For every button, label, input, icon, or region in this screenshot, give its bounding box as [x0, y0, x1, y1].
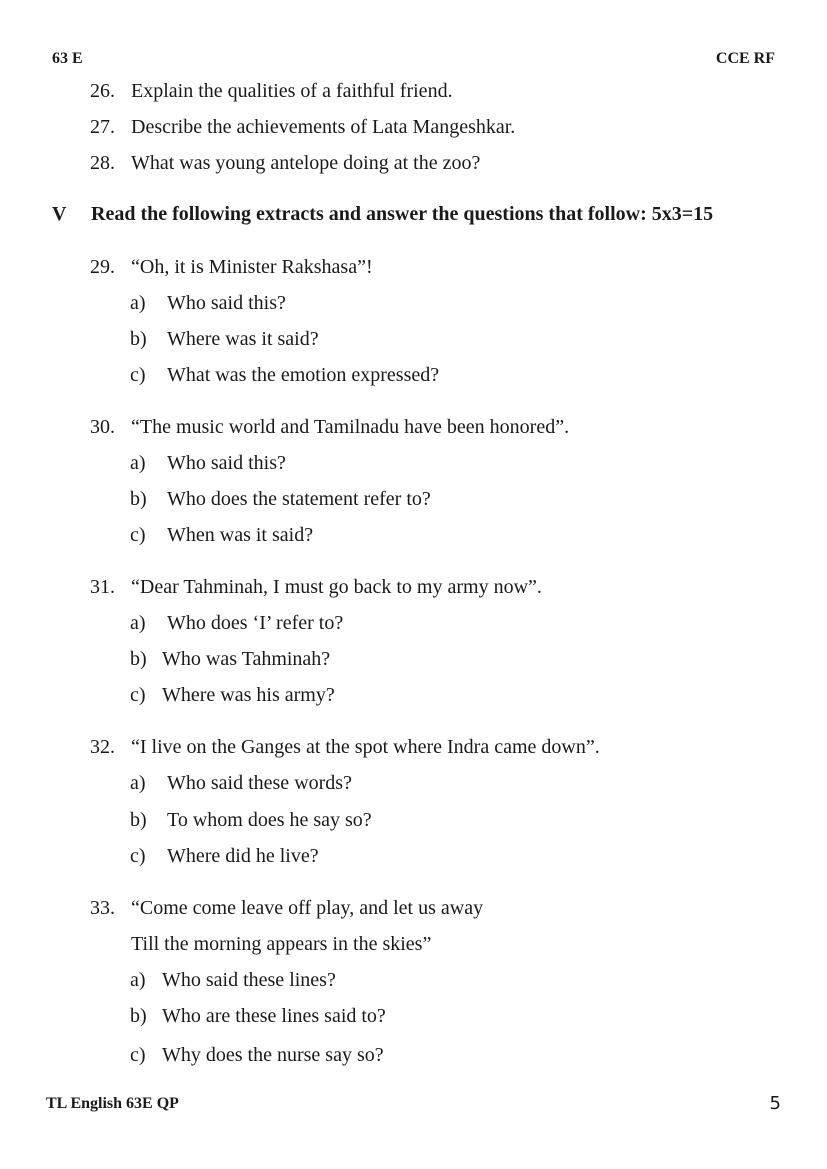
- question-number: 27.: [90, 116, 115, 138]
- sub-text: Who was Tahminah?: [162, 648, 331, 670]
- question-extract: “I live on the Ganges at the spot where Indra came down”.: [131, 736, 600, 758]
- section-instructions: Read the following extracts and answer the questions that follow: 5x3=15: [91, 203, 714, 225]
- question-text: Describe the achievements of Lata Mangeshkar.: [131, 116, 516, 138]
- sub-letter: b): [130, 809, 147, 831]
- sub-letter: a): [130, 452, 146, 474]
- footer-paper-title: TL English 63E QP: [46, 1095, 179, 1112]
- sub-text: When was it said?: [167, 524, 314, 546]
- sub-text: Who said this?: [167, 292, 286, 314]
- question-extract-continued: Till the morning appears in the skies”: [131, 933, 432, 955]
- question-extract: “Dear Tahminah, I must go back to my army now”.: [131, 576, 542, 598]
- question-number: 28.: [90, 152, 115, 174]
- sub-letter: b): [130, 1005, 147, 1027]
- sub-text: Who said these words?: [167, 772, 352, 794]
- sub-letter: b): [130, 648, 147, 670]
- sub-letter: c): [130, 845, 146, 867]
- sub-letter: b): [130, 328, 147, 350]
- question-extract: “The music world and Tamilnadu have been honored”.: [131, 416, 570, 438]
- sub-letter: b): [130, 488, 147, 510]
- sub-letter: c): [130, 1044, 146, 1066]
- sub-letter: a): [130, 969, 146, 991]
- question-text: What was young antelope doing at the zoo?: [131, 152, 481, 174]
- page-number: 5: [769, 1093, 781, 1114]
- question-text: Explain the qualities of a faithful friend.: [131, 80, 453, 102]
- sub-text: What was the emotion expressed?: [167, 364, 440, 386]
- question-extract: “Come come leave off play, and let us away: [131, 897, 484, 919]
- question-number: 29.: [90, 256, 115, 278]
- sub-text: To whom does he say so?: [167, 809, 372, 831]
- sub-text: Where was his army?: [162, 684, 335, 706]
- question-number: 30.: [90, 416, 115, 438]
- question-number: 31.: [90, 576, 115, 598]
- sub-text: Who said this?: [167, 452, 286, 474]
- header-code: 63 E: [52, 50, 83, 67]
- sub-letter: a): [130, 612, 146, 634]
- question-number: 26.: [90, 80, 115, 102]
- sub-letter: a): [130, 292, 146, 314]
- question-number: 33.: [90, 897, 115, 919]
- sub-text: Where was it said?: [167, 328, 319, 350]
- sub-text: Where did he live?: [167, 845, 319, 867]
- sub-letter: c): [130, 364, 146, 386]
- header-series: CCE RF: [715, 50, 775, 67]
- sub-letter: a): [130, 772, 146, 794]
- question-number: 32.: [90, 736, 115, 758]
- sub-letter: c): [130, 524, 146, 546]
- sub-text: Who does ‘I’ refer to?: [167, 612, 344, 634]
- sub-text: Who said these lines?: [162, 969, 336, 991]
- sub-letter: c): [130, 684, 146, 706]
- sub-text: Who does the statement refer to?: [167, 488, 431, 510]
- sub-text: Who are these lines said to?: [162, 1005, 386, 1027]
- sub-text: Why does the nurse say so?: [162, 1044, 384, 1066]
- section-number: V: [52, 203, 67, 225]
- question-extract: “Oh, it is Minister Rakshasa”!: [131, 256, 373, 278]
